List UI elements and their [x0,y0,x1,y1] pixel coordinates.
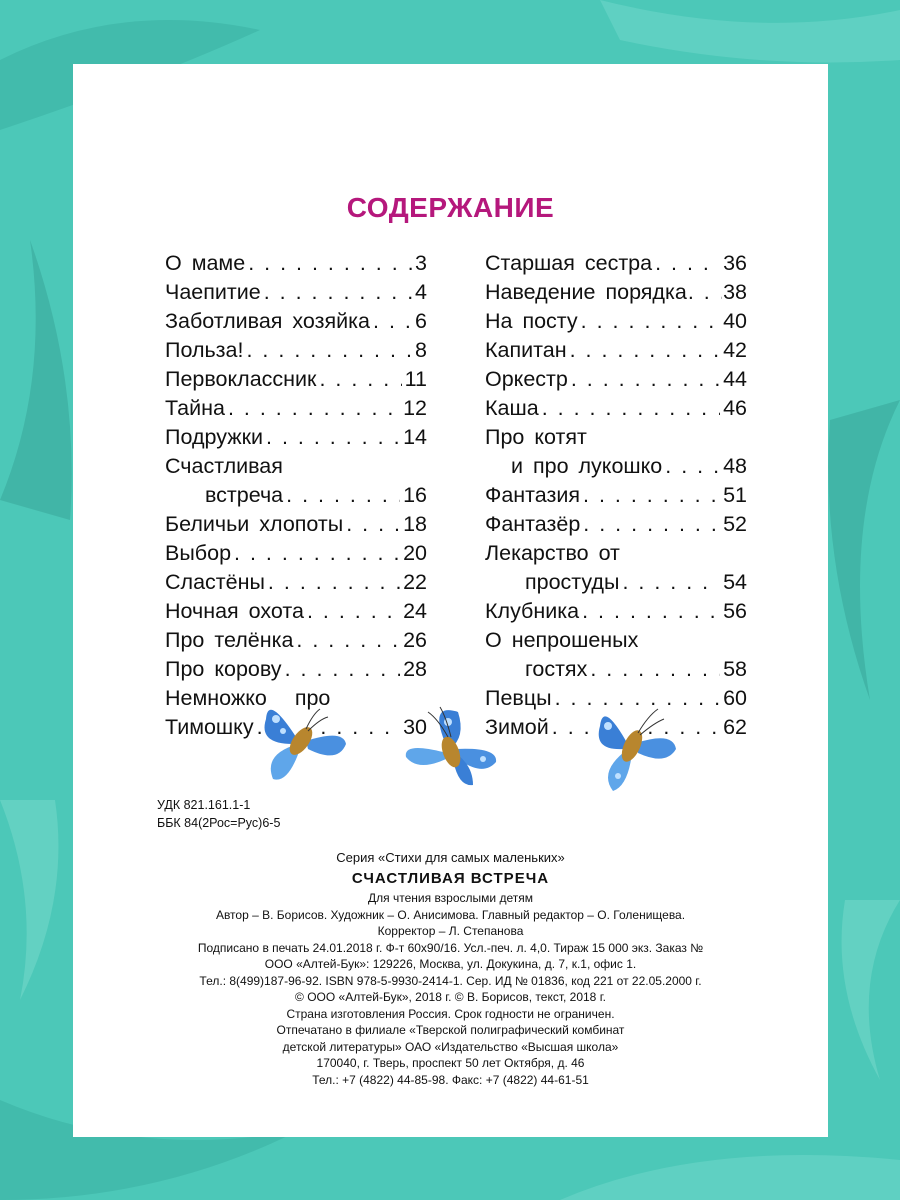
toc-entry-title: Первоклассник [165,367,317,391]
toc-entry-title: На посту [485,309,578,333]
toc-entry [165,510,427,539]
toc-entry [165,568,427,597]
toc-entry-title: Сластёны [165,570,265,594]
toc-entry-page: 30 [403,715,427,739]
toc-entry-page: 11 [404,367,427,391]
toc-entry-page: 16 [403,483,427,507]
toc-entry [485,249,747,278]
classification-codes [157,796,280,832]
imprint-line: ООО «Алтей-Бук»: 129226, Москва, ул. Докукина, д. 7, к.1, офис 1. [264,957,637,971]
toc-entry-page: 38 [723,280,747,304]
butterfly-illustrations [248,689,678,804]
toc-leader-dots [234,539,400,568]
toc-entry-title: Про корову [165,657,282,681]
toc-leader-dots [248,249,412,278]
toc-leader-dots [268,568,400,597]
toc-entry-title: Про телёнка [165,628,294,652]
toc-entry-page: 52 [723,512,747,536]
toc-entry [165,278,427,307]
toc-entry [485,568,747,597]
toc-entry-title: Беличьи хлопоты [165,512,344,536]
toc-entry-title: встреча [205,483,284,507]
imprint-line: Страна изготовления Россия. Срок годности не ограничен. [286,1006,615,1021]
toc-entry [165,481,427,510]
toc-entry-title: Старшая сестра [485,251,653,275]
toc-entry-continued [485,539,747,568]
toc-leader-dots [581,307,720,336]
toc-leader-dots [373,307,412,336]
toc-leader-dots [346,510,400,539]
toc-entry-title: Капитан [485,338,567,362]
toc-entry [165,655,427,684]
toc-entry-title: гостях [525,657,588,681]
toc-entry-page: 46 [723,396,747,420]
toc-leader-dots [570,336,721,365]
toc-entry-page: 60 [723,686,747,710]
toc-entry [165,539,427,568]
toc-entry-title: Фантазёр [485,512,581,536]
imprint-line: Тел.: +7 (4822) 44-85-98. Факс: +7 (4822) 44-61-51 [312,1072,589,1087]
toc-entry [485,510,747,539]
book-page [73,64,828,1137]
butterfly-icon [248,689,358,789]
toc-entry-page: 48 [723,454,747,478]
toc-entry-page: 14 [403,425,427,449]
toc-leader-dots [590,655,720,684]
toc-entry-page: 58 [723,657,747,681]
toc-entry [165,336,427,365]
toc-entry [165,307,427,336]
toc-entry-title: Про котят [485,425,587,449]
toc-entry-title: простуды [525,570,620,594]
toc-entry [165,394,427,423]
butterfly-icon [578,691,688,801]
book-title: СЧАСТЛИВАЯ ВСТРЕЧА [351,869,550,887]
toc-leader-dots [266,423,400,452]
toc-entry-title: Подружки [165,425,263,449]
toc-leader-dots [319,365,401,394]
toc-entry-page: 56 [723,599,747,623]
toc-entry-page: 62 [723,715,747,739]
toc-entry-page: 12 [403,396,427,420]
bbk-code: ББК 84(2Рос=Рус)6-5 [157,816,281,830]
toc-entry [485,481,747,510]
toc-entry-title: Тимошку [165,715,254,739]
toc-entry [485,394,747,423]
toc-entry-title: Немножко про [165,686,331,710]
toc-entry-title: Тайна [165,396,225,420]
imprint-line: Корректор – Л. Степанова [377,924,524,938]
toc-entry-page: 54 [723,570,747,594]
toc-entry-title: Фантазия [485,483,581,507]
toc-leader-dots [665,452,720,481]
toc-entry-title: Зимой [485,715,549,739]
toc-entry-title: Чаепитие [165,280,261,304]
toc-leader-dots [688,278,722,307]
toc-leader-dots [228,394,400,423]
toc-entry-page: 22 [403,570,427,594]
toc-column-right [485,249,747,742]
imprint-line: Тел.: 8(499)187-96-92. ISBN 978-5-9930-2414-1. Сер. ИД № 01836, код 221 от 22.05.2000 г. [199,973,702,988]
toc-entry-page: 26 [403,628,427,652]
toc-entry-title: О маме [165,251,246,275]
toc-entry-continued [485,626,747,655]
imprint-line: детской литературы» ОАО «Издательство «Высшая школа» [282,1039,619,1054]
toc-leader-dots [582,597,720,626]
toc-entry-page: 36 [723,251,747,275]
imprint-block [73,850,828,1088]
series-line: Серия «Стихи для самых маленьких» [336,850,565,865]
toc-entry-title: Певцы [485,686,552,710]
toc-entry-title: Ночная охота [165,599,304,623]
imprint-line: Отпечатано в филиале «Тверской полиграфический комбинат [276,1023,625,1037]
toc-entry [165,597,427,626]
imprint-line: Подписано в печать 24.01.2018 г. Ф-т 60х90/16. Усл.-печ. л. 4,0. Тираж 15 000 экз. Заказ № [197,940,704,955]
toc-entry-title: Выбор [165,541,232,565]
toc-entry-page: 40 [723,309,747,333]
toc-entry [165,423,427,452]
toc-leader-dots [286,481,400,510]
toc-entry [485,452,747,481]
toc-entry-page: 20 [403,541,427,565]
toc-entry-title: Клубника [485,599,580,623]
toc-entry-page: 42 [723,338,747,362]
toc-entry-title: и про лукошко [511,454,663,478]
toc-entry-page: 4 [415,280,427,304]
butterfly-icon [398,697,508,797]
toc-entry-page: 18 [403,512,427,536]
toc-entry [485,655,747,684]
toc-entry-title: Польза! [165,338,244,362]
toc-entry-page: 3 [415,251,427,275]
toc-leader-dots [307,597,400,626]
toc-entry [165,249,427,278]
toc-title: СОДЕРЖАНИЕ [346,192,555,223]
toc-entry-page: 44 [723,367,747,391]
toc-leader-dots [583,510,720,539]
toc-entry-title: Наведение порядка [485,280,687,304]
toc-entry [165,365,427,394]
toc-entry [485,307,747,336]
toc-column-left [165,249,427,742]
toc-entry-page: 51 [723,483,747,507]
toc-entry-page: 28 [403,657,427,681]
imprint-line: © ООО «Алтей-Бук», 2018 г. © В. Борисов, текст, 2018 г. [295,990,606,1004]
toc-entry-page: 24 [403,599,427,623]
toc-entry-title: Каша [485,396,539,420]
toc-leader-dots [542,394,720,423]
toc-leader-dots [583,481,720,510]
toc-entry-title: Счастливая [165,454,283,478]
toc-entry [485,365,747,394]
toc-entry-title: Лекарство от [485,541,620,565]
toc-entry-title: Оркестр [485,367,568,391]
imprint-line: 170040, г. Тверь, проспект 50 лет Октября, д. 46 [316,1056,585,1070]
toc-leader-dots [246,336,412,365]
toc-leader-dots [264,278,412,307]
toc-leader-dots [571,365,720,394]
toc-entry-title: О непрошеных [485,628,639,652]
toc-entry [485,597,747,626]
toc-entry-continued [485,423,747,452]
imprint-line: Для чтения взрослыми детям [368,891,533,905]
toc-entry [485,336,747,365]
toc-entry-page: 6 [415,309,427,333]
toc-leader-dots [285,655,401,684]
imprint-line: Автор – В. Борисов. Художник – О. Анисимова. Главный редактор – О. Голенищева. [215,907,686,922]
toc-leader-dots [622,568,720,597]
toc-entry-page: 8 [415,338,427,362]
toc-leader-dots [655,249,720,278]
toc-entry-title: Заботливая хозяйка [165,309,370,333]
toc-leader-dots [296,626,400,655]
toc-entry [485,278,747,307]
udk-code: УДК 821.161.1-1 [157,798,251,812]
toc-entry-continued [165,452,427,481]
toc-entry [165,626,427,655]
